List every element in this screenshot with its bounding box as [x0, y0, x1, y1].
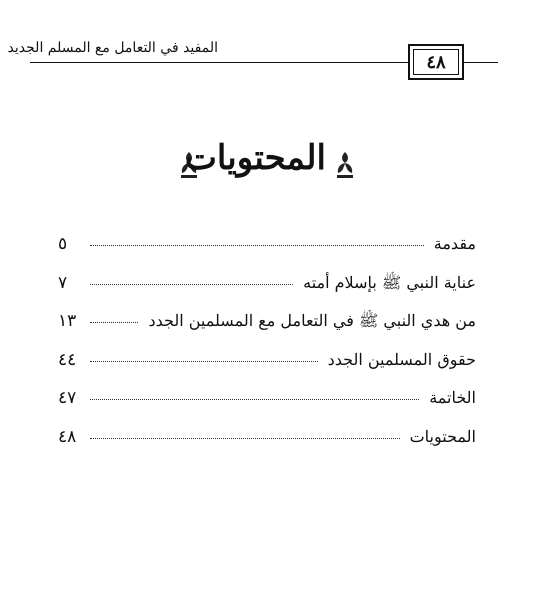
running-header-title: المفيد في التعامل مع المسلم الجديد	[7, 40, 218, 56]
dot-leader	[90, 245, 424, 246]
dot-leader	[90, 438, 400, 439]
toc-entry-page: ٥	[58, 234, 68, 254]
toc-entry-page: ٤٨	[58, 426, 77, 447]
toc-entry[interactable]	[58, 388, 476, 427]
toc-entry[interactable]	[58, 273, 476, 312]
toc-entry[interactable]	[58, 427, 476, 466]
toc-entry[interactable]	[58, 234, 476, 273]
dot-leader	[90, 284, 293, 285]
dot-leader	[90, 322, 138, 323]
toc-entry-label: عناية النبي ﷺ بإسلام أمته	[303, 272, 476, 292]
toc-entry[interactable]	[58, 311, 476, 350]
page-number-box	[408, 44, 464, 80]
title-block	[176, 132, 356, 192]
toc-entry-label: مقدمة	[433, 234, 476, 253]
toc-entry-label: حقوق المسلمين الجدد	[327, 349, 476, 369]
page-title: المحتويات	[184, 138, 326, 178]
table-of-contents	[58, 234, 476, 465]
toc-entry-page: ٤٧	[58, 388, 77, 408]
toc-entry-label: الخاتمة	[429, 388, 476, 407]
toc-entry-page: ٤٤	[58, 349, 77, 370]
dot-leader	[90, 399, 419, 400]
toc-entry-page: ٧	[58, 272, 68, 293]
floral-ornament-icon	[334, 150, 356, 180]
toc-entry-label: من هدي النبي ﷺ في التعامل مع المسلمين الجدد	[148, 311, 476, 330]
toc-entry-page: ١٣	[58, 311, 77, 331]
toc-entry-label: المحتويات	[409, 426, 476, 446]
dot-leader	[90, 361, 318, 362]
toc-entry[interactable]	[58, 350, 476, 389]
page-number: ٤٨	[413, 49, 459, 75]
